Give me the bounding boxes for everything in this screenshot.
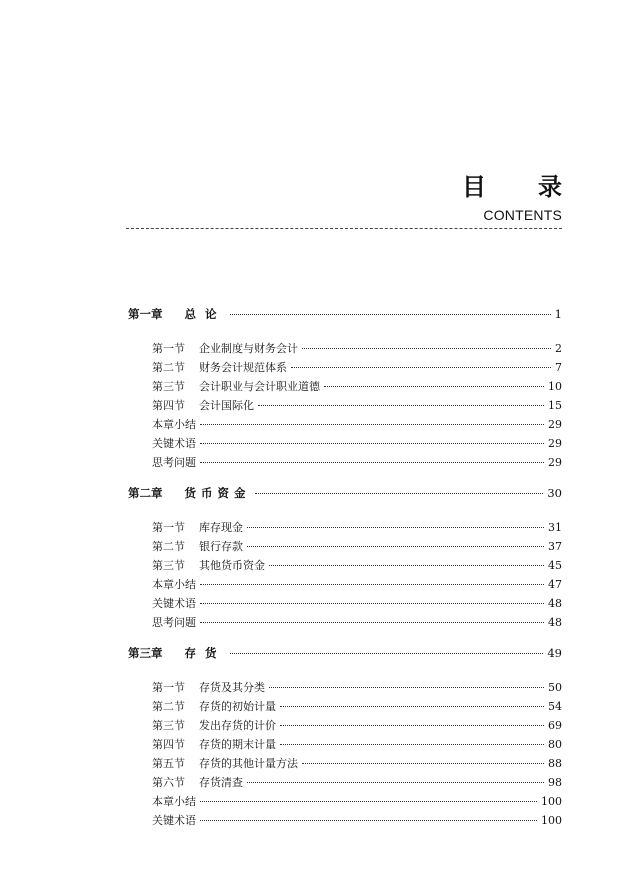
dot-leader bbox=[200, 622, 544, 623]
section-number: 第五节 bbox=[152, 757, 185, 770]
section-title: 本章小结 bbox=[152, 578, 196, 591]
dot-leader bbox=[200, 820, 537, 821]
page-number: 100 bbox=[541, 795, 562, 808]
section-title: 存货的期末计量 bbox=[199, 738, 276, 751]
dot-leader bbox=[247, 782, 544, 783]
section-title: 其他货币资金 bbox=[199, 559, 265, 572]
section-number: 第一节 bbox=[152, 681, 185, 694]
section-title: 存货的初始计量 bbox=[199, 700, 276, 713]
dot-leader bbox=[255, 493, 544, 494]
page-subtitle: CONTENTS bbox=[483, 207, 562, 223]
section-number: 第四节 bbox=[152, 738, 185, 751]
dot-leader bbox=[291, 367, 551, 368]
toc-section-row[interactable] bbox=[128, 576, 562, 595]
dot-leader bbox=[269, 687, 544, 688]
page-number: 10 bbox=[548, 380, 562, 393]
table-of-contents bbox=[128, 306, 562, 831]
section-number: 第一节 bbox=[152, 342, 185, 355]
section-number: 第三节 bbox=[152, 380, 185, 393]
page-title: 目 录 bbox=[462, 172, 576, 201]
toc-section-row[interactable] bbox=[128, 519, 562, 538]
toc-section-row[interactable] bbox=[128, 340, 562, 359]
section-title: 会计国际化 bbox=[199, 399, 254, 412]
page-number: 100 bbox=[541, 814, 562, 827]
chapter-number: 第一章 bbox=[128, 307, 163, 321]
toc-section-row[interactable] bbox=[128, 755, 562, 774]
dot-leader bbox=[200, 801, 537, 802]
page-number: 98 bbox=[548, 776, 562, 789]
chapter-spacer bbox=[128, 328, 562, 340]
section-number: 第二节 bbox=[152, 700, 185, 713]
page-number: 48 bbox=[548, 616, 562, 629]
chapter-number: 第三章 bbox=[128, 646, 163, 660]
section-title: 关键术语 bbox=[152, 597, 196, 610]
section-number: 第三节 bbox=[152, 719, 185, 732]
page-number: 80 bbox=[548, 738, 562, 751]
toc-section-row[interactable] bbox=[128, 359, 562, 378]
toc-section-row[interactable] bbox=[128, 679, 562, 698]
dot-leader bbox=[302, 348, 551, 349]
section-title: 银行存款 bbox=[199, 540, 243, 553]
page-number: 48 bbox=[548, 597, 562, 610]
section-title: 思考问题 bbox=[152, 456, 196, 469]
toc-chapter-row[interactable] bbox=[128, 645, 562, 667]
section-number: 第三节 bbox=[152, 559, 185, 572]
page-number: 31 bbox=[548, 521, 562, 534]
page-number: 47 bbox=[548, 578, 562, 591]
dot-leader bbox=[200, 462, 544, 463]
dot-leader bbox=[247, 546, 544, 547]
page-number: 1 bbox=[554, 307, 562, 321]
chapter-number: 第二章 bbox=[128, 486, 163, 500]
section-number: 第二节 bbox=[152, 540, 185, 553]
section-title: 存货及其分类 bbox=[199, 681, 265, 694]
page-header bbox=[462, 172, 576, 224]
chapter-spacer bbox=[128, 507, 562, 519]
section-title: 存货的其他计量方法 bbox=[199, 757, 298, 770]
toc-section-row[interactable] bbox=[128, 435, 562, 454]
page-number: 54 bbox=[548, 700, 562, 713]
page-number: 50 bbox=[548, 681, 562, 694]
section-title: 企业制度与财务会计 bbox=[199, 342, 298, 355]
dot-leader bbox=[324, 386, 544, 387]
dot-leader bbox=[247, 527, 544, 528]
dot-leader bbox=[200, 443, 544, 444]
toc-section-row[interactable] bbox=[128, 538, 562, 557]
section-title: 关键术语 bbox=[152, 814, 196, 827]
page-number: 7 bbox=[555, 361, 562, 374]
page-number: 29 bbox=[548, 456, 562, 469]
page-number: 15 bbox=[548, 399, 562, 412]
chapter-spacer bbox=[128, 667, 562, 679]
section-title: 本章小结 bbox=[152, 418, 196, 431]
page-number: 69 bbox=[548, 719, 562, 732]
page-number: 37 bbox=[548, 540, 562, 553]
toc-section-row[interactable] bbox=[128, 557, 562, 576]
chapter-title: 货币资金 bbox=[184, 486, 251, 500]
section-title: 发出存货的计价 bbox=[199, 719, 276, 732]
section-title: 库存现金 bbox=[199, 521, 243, 534]
page-number: 29 bbox=[548, 437, 562, 450]
dot-leader bbox=[302, 763, 544, 764]
section-title: 会计职业与会计职业道德 bbox=[199, 380, 320, 393]
chapter-title: 总论 bbox=[184, 307, 226, 321]
section-title: 关键术语 bbox=[152, 437, 196, 450]
toc-section-row[interactable] bbox=[128, 595, 562, 614]
toc-section-row[interactable] bbox=[128, 454, 562, 473]
section-number: 第二节 bbox=[152, 361, 185, 374]
page-number: 88 bbox=[548, 757, 562, 770]
toc-chapter-row[interactable] bbox=[128, 485, 562, 507]
dot-leader bbox=[200, 424, 544, 425]
page-number: 30 bbox=[547, 486, 562, 500]
toc-section-row[interactable] bbox=[128, 774, 562, 793]
dot-leader bbox=[200, 584, 544, 585]
chapter-title: 存货 bbox=[184, 646, 226, 660]
page-number: 2 bbox=[555, 342, 562, 355]
toc-section-row[interactable] bbox=[128, 397, 562, 416]
toc-section-row[interactable] bbox=[128, 614, 562, 633]
dot-leader bbox=[269, 565, 544, 566]
toc-section-row[interactable] bbox=[128, 416, 562, 435]
toc-section-row[interactable] bbox=[128, 698, 562, 717]
page-number: 29 bbox=[548, 418, 562, 431]
header-divider bbox=[126, 228, 562, 229]
chapter-spacer bbox=[128, 633, 562, 645]
dot-leader bbox=[258, 405, 544, 406]
page-number: 45 bbox=[548, 559, 562, 572]
toc-chapter-row[interactable] bbox=[128, 306, 562, 328]
toc-section-row[interactable] bbox=[128, 717, 562, 736]
section-title: 存货清查 bbox=[199, 776, 243, 789]
dot-leader bbox=[230, 314, 551, 315]
section-number: 第六节 bbox=[152, 776, 185, 789]
section-title: 财务会计规范体系 bbox=[199, 361, 287, 374]
section-title: 思考问题 bbox=[152, 616, 196, 629]
dot-leader bbox=[200, 603, 544, 604]
section-number: 第一节 bbox=[152, 521, 185, 534]
dot-leader bbox=[280, 744, 544, 745]
page-number: 49 bbox=[547, 646, 562, 660]
section-number: 第四节 bbox=[152, 399, 185, 412]
toc-section-row[interactable] bbox=[128, 378, 562, 397]
section-title: 本章小结 bbox=[152, 795, 196, 808]
dot-leader bbox=[280, 725, 544, 726]
chapter-spacer bbox=[128, 473, 562, 485]
dot-leader bbox=[230, 653, 544, 654]
dot-leader bbox=[280, 706, 544, 707]
toc-section-row[interactable] bbox=[128, 793, 562, 812]
toc-section-row[interactable] bbox=[128, 736, 562, 755]
toc-section-row[interactable] bbox=[128, 812, 562, 831]
